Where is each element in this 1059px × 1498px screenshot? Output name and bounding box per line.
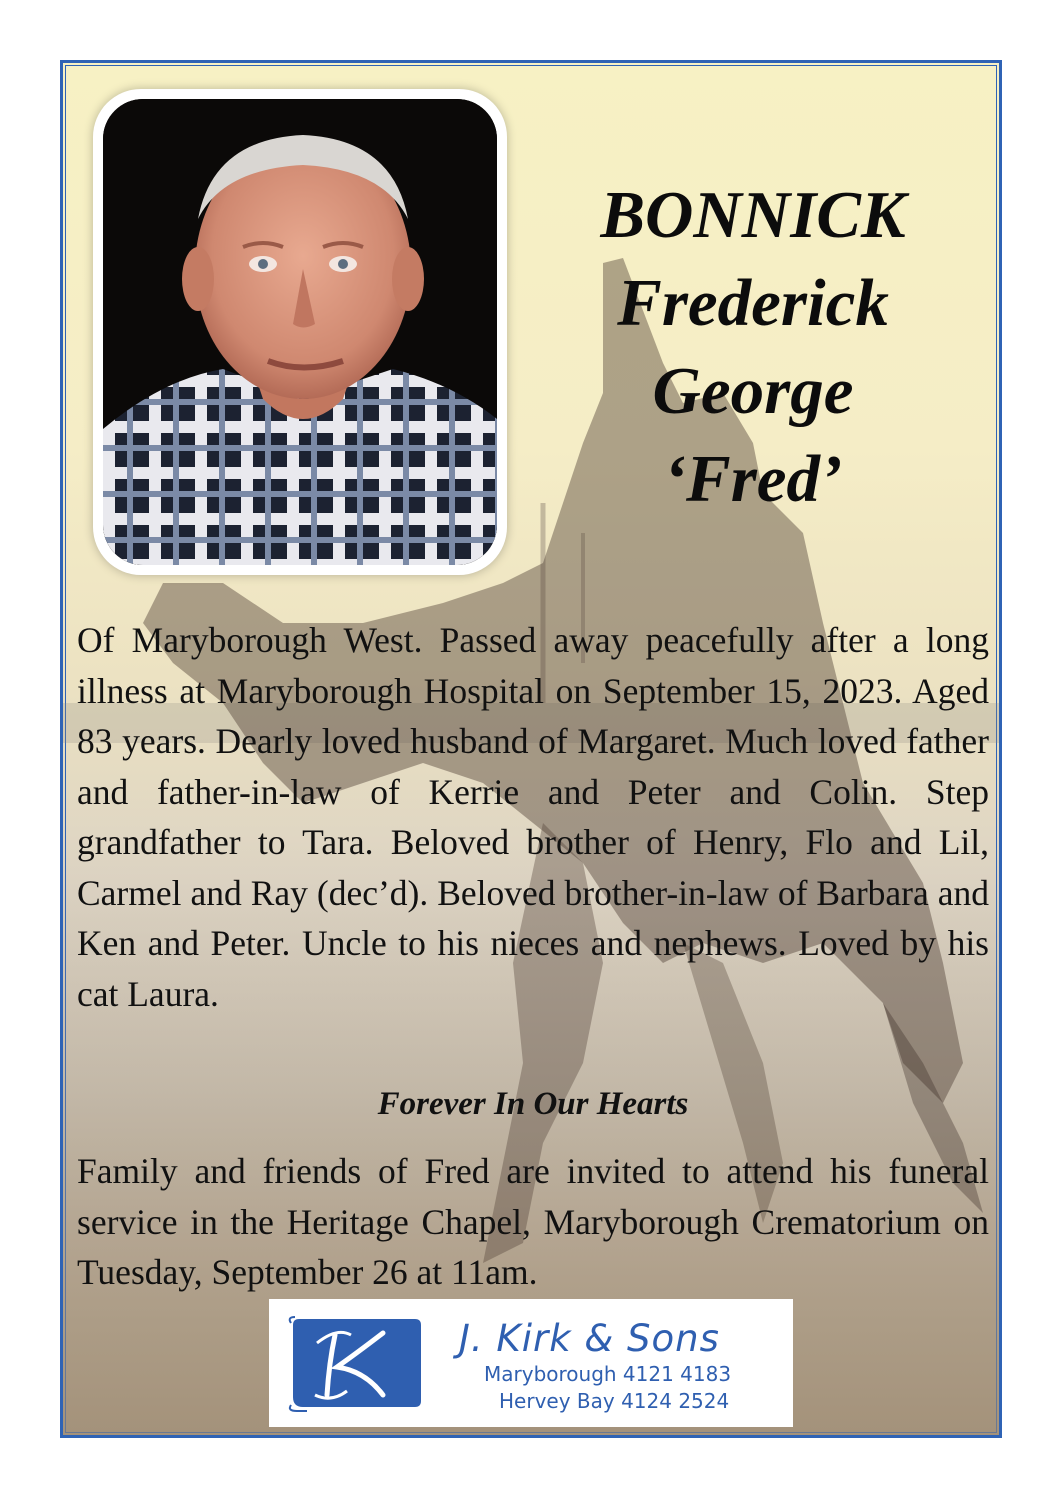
funeral-service-paragraph: Family and friends of Fred are invited to attend his funeral service in the Heritage Chapel, Maryborough Crematorium on Tuesday, September 26 at 11am. [77,1151,989,1292]
portrait-photo [93,89,507,575]
portrait-figure [103,99,497,565]
k-monogram-icon [287,1313,425,1413]
motto: Forever In Our Hearts [377,1086,689,1122]
obituary-paragraph: Of Maryborough West. Passed away peacefully after a long illness at Maryborough Hospital on September 15, 2023. Aged 83 years. Dearly loved husband of Margaret. Much loved father and father-in-law of Kerrie and Peter and Colin. Step grandfather to Tara. Beloved brother of Henry, Flo and Lil, Carmel and Ray (dec’d). Beloved brother-in-law of Barbara and Ken and Peter. Uncle to his nieces and nephews. Loved by his cat Laura. [77,620,989,1014]
deceased-name [533,171,973,523]
hervey-bay-phone: Hervey Bay 4124 2524 [499,1389,730,1413]
funeral-director-name: J. Kirk & Sons [459,1317,720,1360]
surname: BONNICK [600,178,906,252]
nickname: ‘Fred’ [663,442,843,516]
maryborough-phone: Maryborough 4121 4183 [484,1362,732,1386]
funeral-director-logo [269,1299,793,1427]
notice-frame [60,60,1002,1438]
given-name-second: George [652,354,854,428]
given-name-first: Frederick [617,266,889,340]
